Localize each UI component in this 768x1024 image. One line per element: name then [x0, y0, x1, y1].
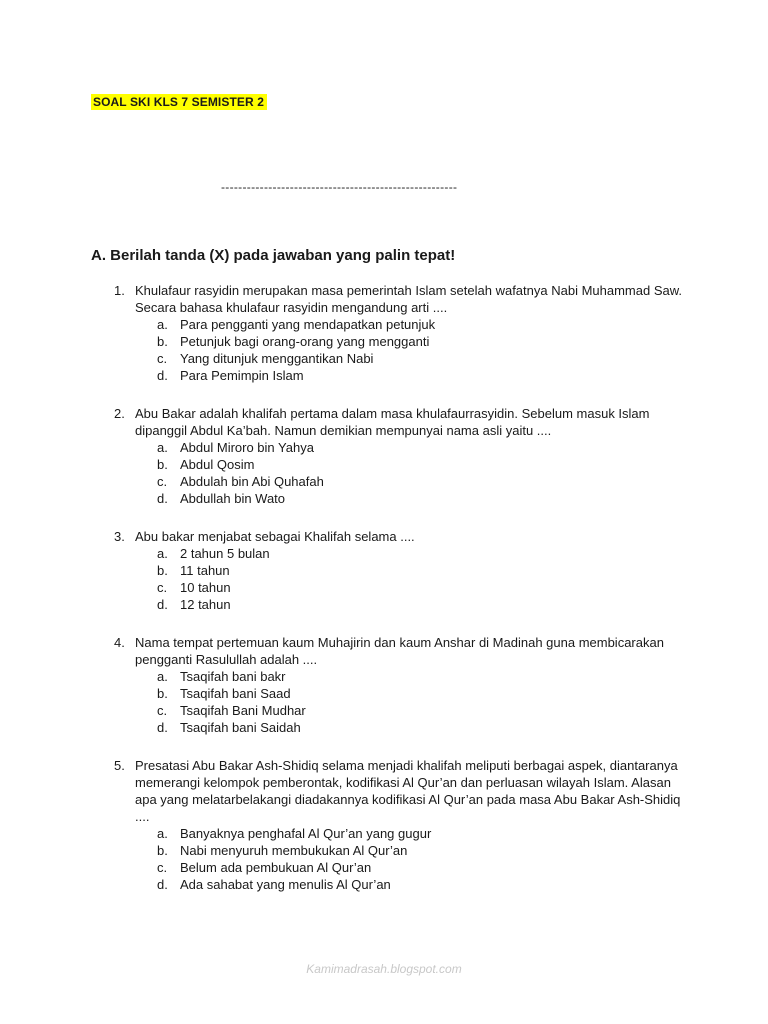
option-letter: b.	[157, 457, 168, 472]
question-number: 2.	[114, 406, 125, 421]
divider-line: -------------------------------------------------------	[221, 180, 458, 194]
option-list	[135, 545, 684, 613]
option-list	[135, 668, 684, 736]
question-text: Khulafaur rasyidin merupakan masa pemerintah Islam setelah wafatnya Nabi Muhammad Saw. Secara bahasa khulafaur rasyidin mengandung arti ....	[135, 283, 682, 315]
option-text: Tsaqifah bani Saidah	[180, 720, 301, 735]
option-a	[135, 545, 684, 562]
document-title: SOAL SKI KLS 7 SEMISTER 2	[91, 94, 267, 110]
option-letter: a.	[157, 826, 168, 841]
option-c	[135, 859, 684, 876]
option-text: Tsaqifah bani Saad	[180, 686, 291, 701]
option-letter: b.	[157, 686, 168, 701]
option-text: 2 tahun 5 bulan	[180, 546, 270, 561]
option-letter: b.	[157, 334, 168, 349]
option-c	[135, 350, 684, 367]
option-c	[135, 579, 684, 596]
question-number: 4.	[114, 635, 125, 650]
question-3	[114, 528, 684, 613]
option-text: 10 tahun	[180, 580, 231, 595]
option-a	[135, 439, 684, 456]
option-list	[135, 316, 684, 384]
option-text: Petunjuk bagi orang-orang yang mengganti	[180, 334, 430, 349]
option-letter: b.	[157, 843, 168, 858]
option-letter: a.	[157, 317, 168, 332]
question-number: 1.	[114, 283, 125, 298]
option-text: Abdullah bin Wato	[180, 491, 286, 506]
watermark-footer: Kamimadrasah.blogspot.com	[306, 962, 462, 976]
question-text: Nama tempat pertemuan kaum Muhajirin dan kaum Anshar di Madinah guna membicarakan pengganti Rasulullah adalah ....	[135, 635, 664, 667]
question-2	[114, 405, 684, 507]
option-b	[135, 333, 684, 350]
option-letter: c.	[157, 580, 168, 595]
question-text: Abu bakar menjabat sebagai Khalifah selama ....	[135, 529, 415, 544]
option-text: Tsaqifah bani bakr	[180, 669, 286, 684]
option-b	[135, 842, 684, 859]
option-letter: d.	[157, 491, 168, 506]
option-list	[135, 825, 684, 893]
option-letter: a.	[157, 669, 168, 684]
option-b	[135, 456, 684, 473]
option-text: 11 tahun	[180, 563, 230, 578]
option-a	[135, 825, 684, 842]
option-d	[135, 367, 684, 384]
option-d	[135, 876, 684, 893]
option-letter: d.	[157, 877, 168, 892]
option-d	[135, 596, 684, 613]
option-d	[135, 719, 684, 736]
question-list	[114, 282, 684, 914]
question-number: 5.	[114, 758, 125, 773]
option-text: Yang ditunjuk menggantikan Nabi	[180, 351, 374, 366]
option-c	[135, 702, 684, 719]
option-letter: c.	[157, 351, 168, 366]
option-list	[135, 439, 684, 507]
option-letter: a.	[157, 546, 168, 561]
option-letter: d.	[157, 368, 168, 383]
option-b	[135, 562, 684, 579]
question-text: Presatasi Abu Bakar Ash-Shidiq selama menjadi khalifah meliputi berbagai aspek, diantaranya memerangi kelompok pemberontak, kodifikasi Al Qur’an dan perluasan wilayah Islam. Alasan apa yang melatarbelakangi diadakannya kodifikasi Al Qur’an pada masa Abu Bakar Ash-Shidiq ....	[135, 758, 681, 824]
option-a	[135, 316, 684, 333]
option-text: Banyaknya penghafal Al Qur’an yang gugur	[180, 826, 432, 841]
question-number: 3.	[114, 529, 125, 544]
option-letter: c.	[157, 703, 168, 718]
option-c	[135, 473, 684, 490]
option-letter: d.	[157, 597, 168, 612]
option-letter: b.	[157, 563, 168, 578]
option-letter: c.	[157, 474, 168, 489]
option-text: Para Pemimpin Islam	[180, 368, 304, 383]
option-text: Para pengganti yang mendapatkan petunjuk	[180, 317, 436, 332]
option-d	[135, 490, 684, 507]
option-a	[135, 668, 684, 685]
question-text: Abu Bakar adalah khalifah pertama dalam masa khulafaurrasyidin. Sebelum masuk Islam dipanggil Abdul Ka’bah. Namun demikian mempunyai nama asli yaitu ....	[135, 406, 650, 438]
option-text: Tsaqifah Bani Mudhar	[180, 703, 306, 718]
option-text: Abdul Miroro bin Yahya	[180, 440, 314, 455]
option-text: Abdul Qosim	[180, 457, 255, 472]
option-letter: a.	[157, 440, 168, 455]
question-5	[114, 757, 684, 893]
option-text: Abdulah bin Abi Quhafah	[180, 474, 324, 489]
section-heading: A. Berilah tanda (X) pada jawaban yang palin tepat!	[91, 247, 456, 264]
option-text: Belum ada pembukuan Al Qur’an	[180, 860, 372, 875]
option-text: Nabi menyuruh membukukan Al Qur’an	[180, 843, 408, 858]
option-letter: d.	[157, 720, 168, 735]
option-b	[135, 685, 684, 702]
question-1	[114, 282, 684, 384]
option-text: Ada sahabat yang menulis Al Qur’an	[180, 877, 391, 892]
question-4	[114, 634, 684, 736]
option-letter: c.	[157, 860, 168, 875]
option-text: 12 tahun	[180, 597, 231, 612]
